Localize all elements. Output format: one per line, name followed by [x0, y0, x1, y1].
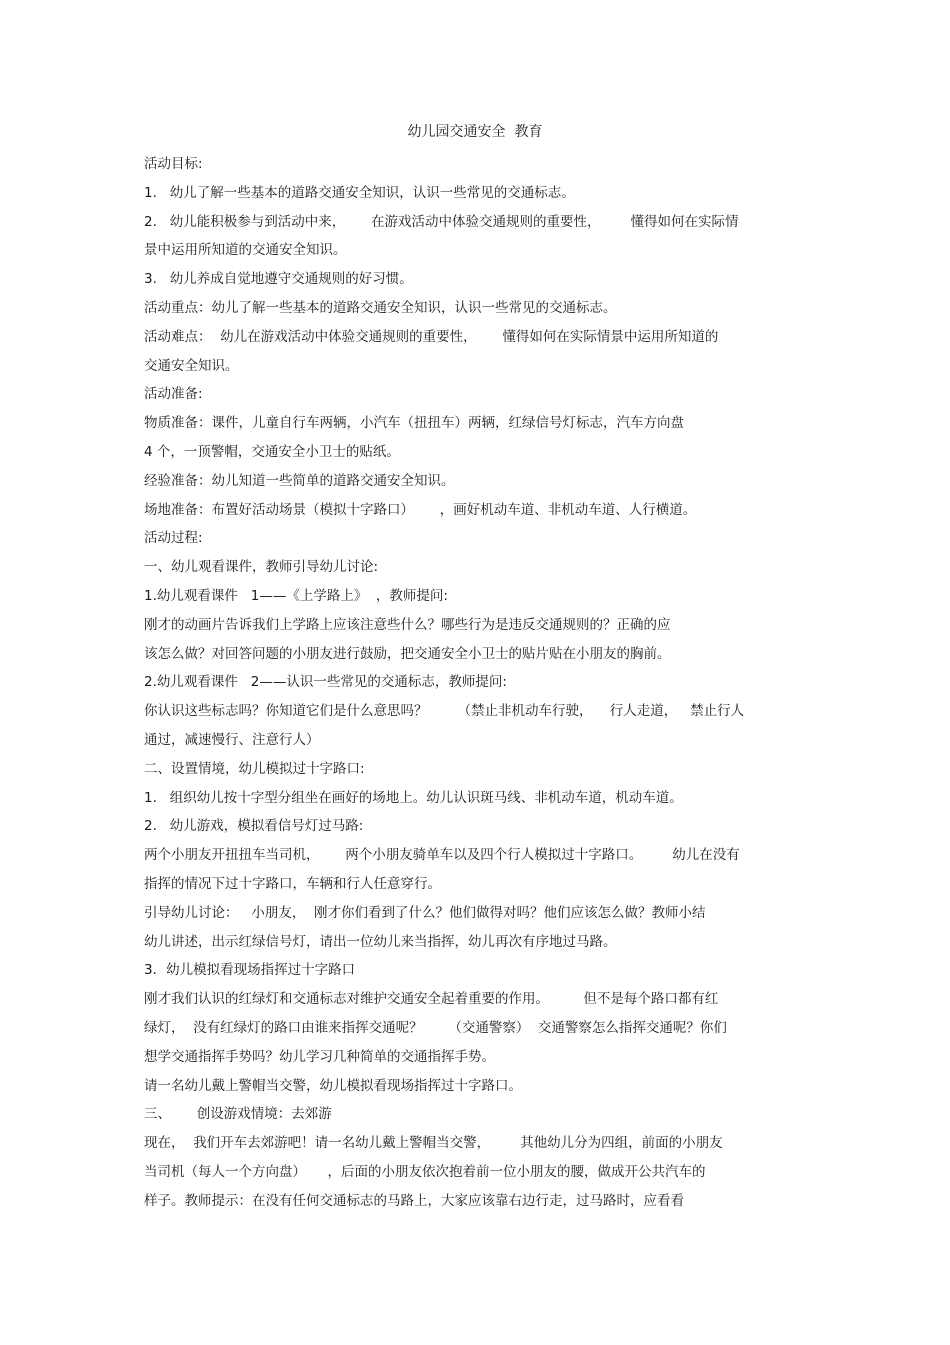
text-line: 三、 创设游戏情境：去郊游	[144, 1106, 332, 1123]
text-line: 经验准备：幼儿知道一些简单的道路交通安全知识。	[144, 472, 455, 489]
text-line: 你认识这些标志吗？你知道它们是什么意思吗？ （禁止非机动车行驶， 行人走道， 禁止行人	[144, 703, 745, 720]
text-line: 景中运用所知道的交通安全知识。	[144, 242, 347, 259]
text-line: 一、幼儿观看课件，教师引导幼儿讨论:	[144, 559, 379, 576]
text-line: 场地准备：布置好活动场景（模拟十字路口） ，画好机动车道、非机动车道、人行横道。	[144, 501, 697, 518]
text-line: 活动过程:	[144, 530, 203, 547]
document-title: 幼儿园交通安全 教育	[407, 124, 543, 140]
text-line: 二、设置情境，幼儿模拟过十字路口:	[144, 760, 365, 777]
text-line: 3. 幼儿养成自觉地遵守交通规则的好习惯。	[144, 271, 413, 288]
text-line: 2. 幼儿游戏，模拟看信号灯过马路:	[144, 818, 364, 835]
text-line: 通过，减速慢行、注意行人）	[144, 731, 320, 748]
text-line: 活动目标:	[144, 156, 203, 172]
text-line: 2. 幼儿能积极参与到活动中来， 在游戏活动中体验交通规则的重要性， 懂得如何在实际情	[144, 213, 739, 230]
text-line: 活动准备:	[144, 386, 203, 403]
text-line: 绿灯， 没有红绿灯的路口由谁来指挥交通呢？ （交通警察） 交通警察怎么指挥交通呢？你们	[144, 1019, 727, 1036]
text-line: 1. 组织幼儿按十字型分组坐在画好的场地上。幼儿认识斑马线、非机动车道，机动车道。	[144, 789, 683, 806]
text-line: 当司机（每人一个方向盘） ，后面的小朋友依次抱着前一位小朋友的腰，做成开公共汽车的	[144, 1163, 706, 1180]
text-line: 现在， 我们开车去郊游吧！请一名幼儿戴上警帽当交警， 其他幼儿分为四组，前面的小朋友	[144, 1135, 723, 1152]
text-line: 引导幼儿讨论： 小朋友， 刚才你们看到了什么？他们做得对吗？他们应该怎么做？教师小结	[144, 904, 706, 921]
text-line: 3．幼儿模拟看现场指挥过十字路口	[144, 962, 356, 979]
text-line: 活动难点： 幼儿在游戏活动中体验交通规则的重要性， 懂得如何在实际情景中运用所知道的	[144, 328, 719, 345]
text-line: 交通安全知识。	[144, 357, 239, 374]
text-line: 两个小朋友开扭扭车当司机， 两个小朋友骑单车以及四个行人模拟过十字路口。 幼儿在没有	[144, 847, 740, 864]
text-line: 幼儿讲述，出示红绿信号灯，请出一位幼儿来当指挥，幼儿再次有序地过马路。	[144, 933, 617, 950]
text-line: 活动重点：幼儿了解一些基本的道路交通安全知识，认识一些常见的交通标志。	[144, 299, 617, 316]
text-line: 该怎么做？对回答问题的小朋友进行鼓励，把交通安全小卫士的贴片贴在小朋友的胸前。	[144, 645, 671, 662]
text-line: 1. 幼儿了解一些基本的道路交通安全知识，认识一些常见的交通标志。	[144, 184, 575, 201]
text-line: 样子。教师提示：在没有任何交通标志的马路上，大家应该靠右边行走，过马路时，应看看	[144, 1192, 684, 1209]
text-line: 4 个，一顶警帽，交通安全小卫士的贴纸。	[144, 443, 400, 460]
text-line: 想学交通指挥手势吗？幼儿学习几种简单的交通指挥手势。	[144, 1048, 495, 1065]
text-line: 请一名幼儿戴上警帽当交警，幼儿模拟看现场指挥过十字路口。	[144, 1077, 522, 1094]
text-line: 2.幼儿观看课件 2——认识一些常见的交通标志，教师提问:	[144, 674, 507, 691]
text-line: 刚才我们认识的红绿灯和交通标志对维护交通安全起着重要的作用。 但不是每个路口都有红	[144, 991, 719, 1008]
text-line: 刚才的动画片告诉我们上学路上应该注意些什么？哪些行为是违反交通规则的？正确的应	[144, 616, 671, 633]
text-line: 物质准备：课件，儿童自行车两辆，小汽车（扭扭车）两辆，红绿信号灯标志，汽车方向盘	[144, 415, 684, 432]
document-body	[144, 150, 814, 1215]
text-line: 1.幼儿观看课件 1——《上学路上》 ，教师提问:	[144, 587, 448, 604]
text-line: 指挥的情况下过十字路口，车辆和行人任意穿行。	[144, 875, 441, 892]
